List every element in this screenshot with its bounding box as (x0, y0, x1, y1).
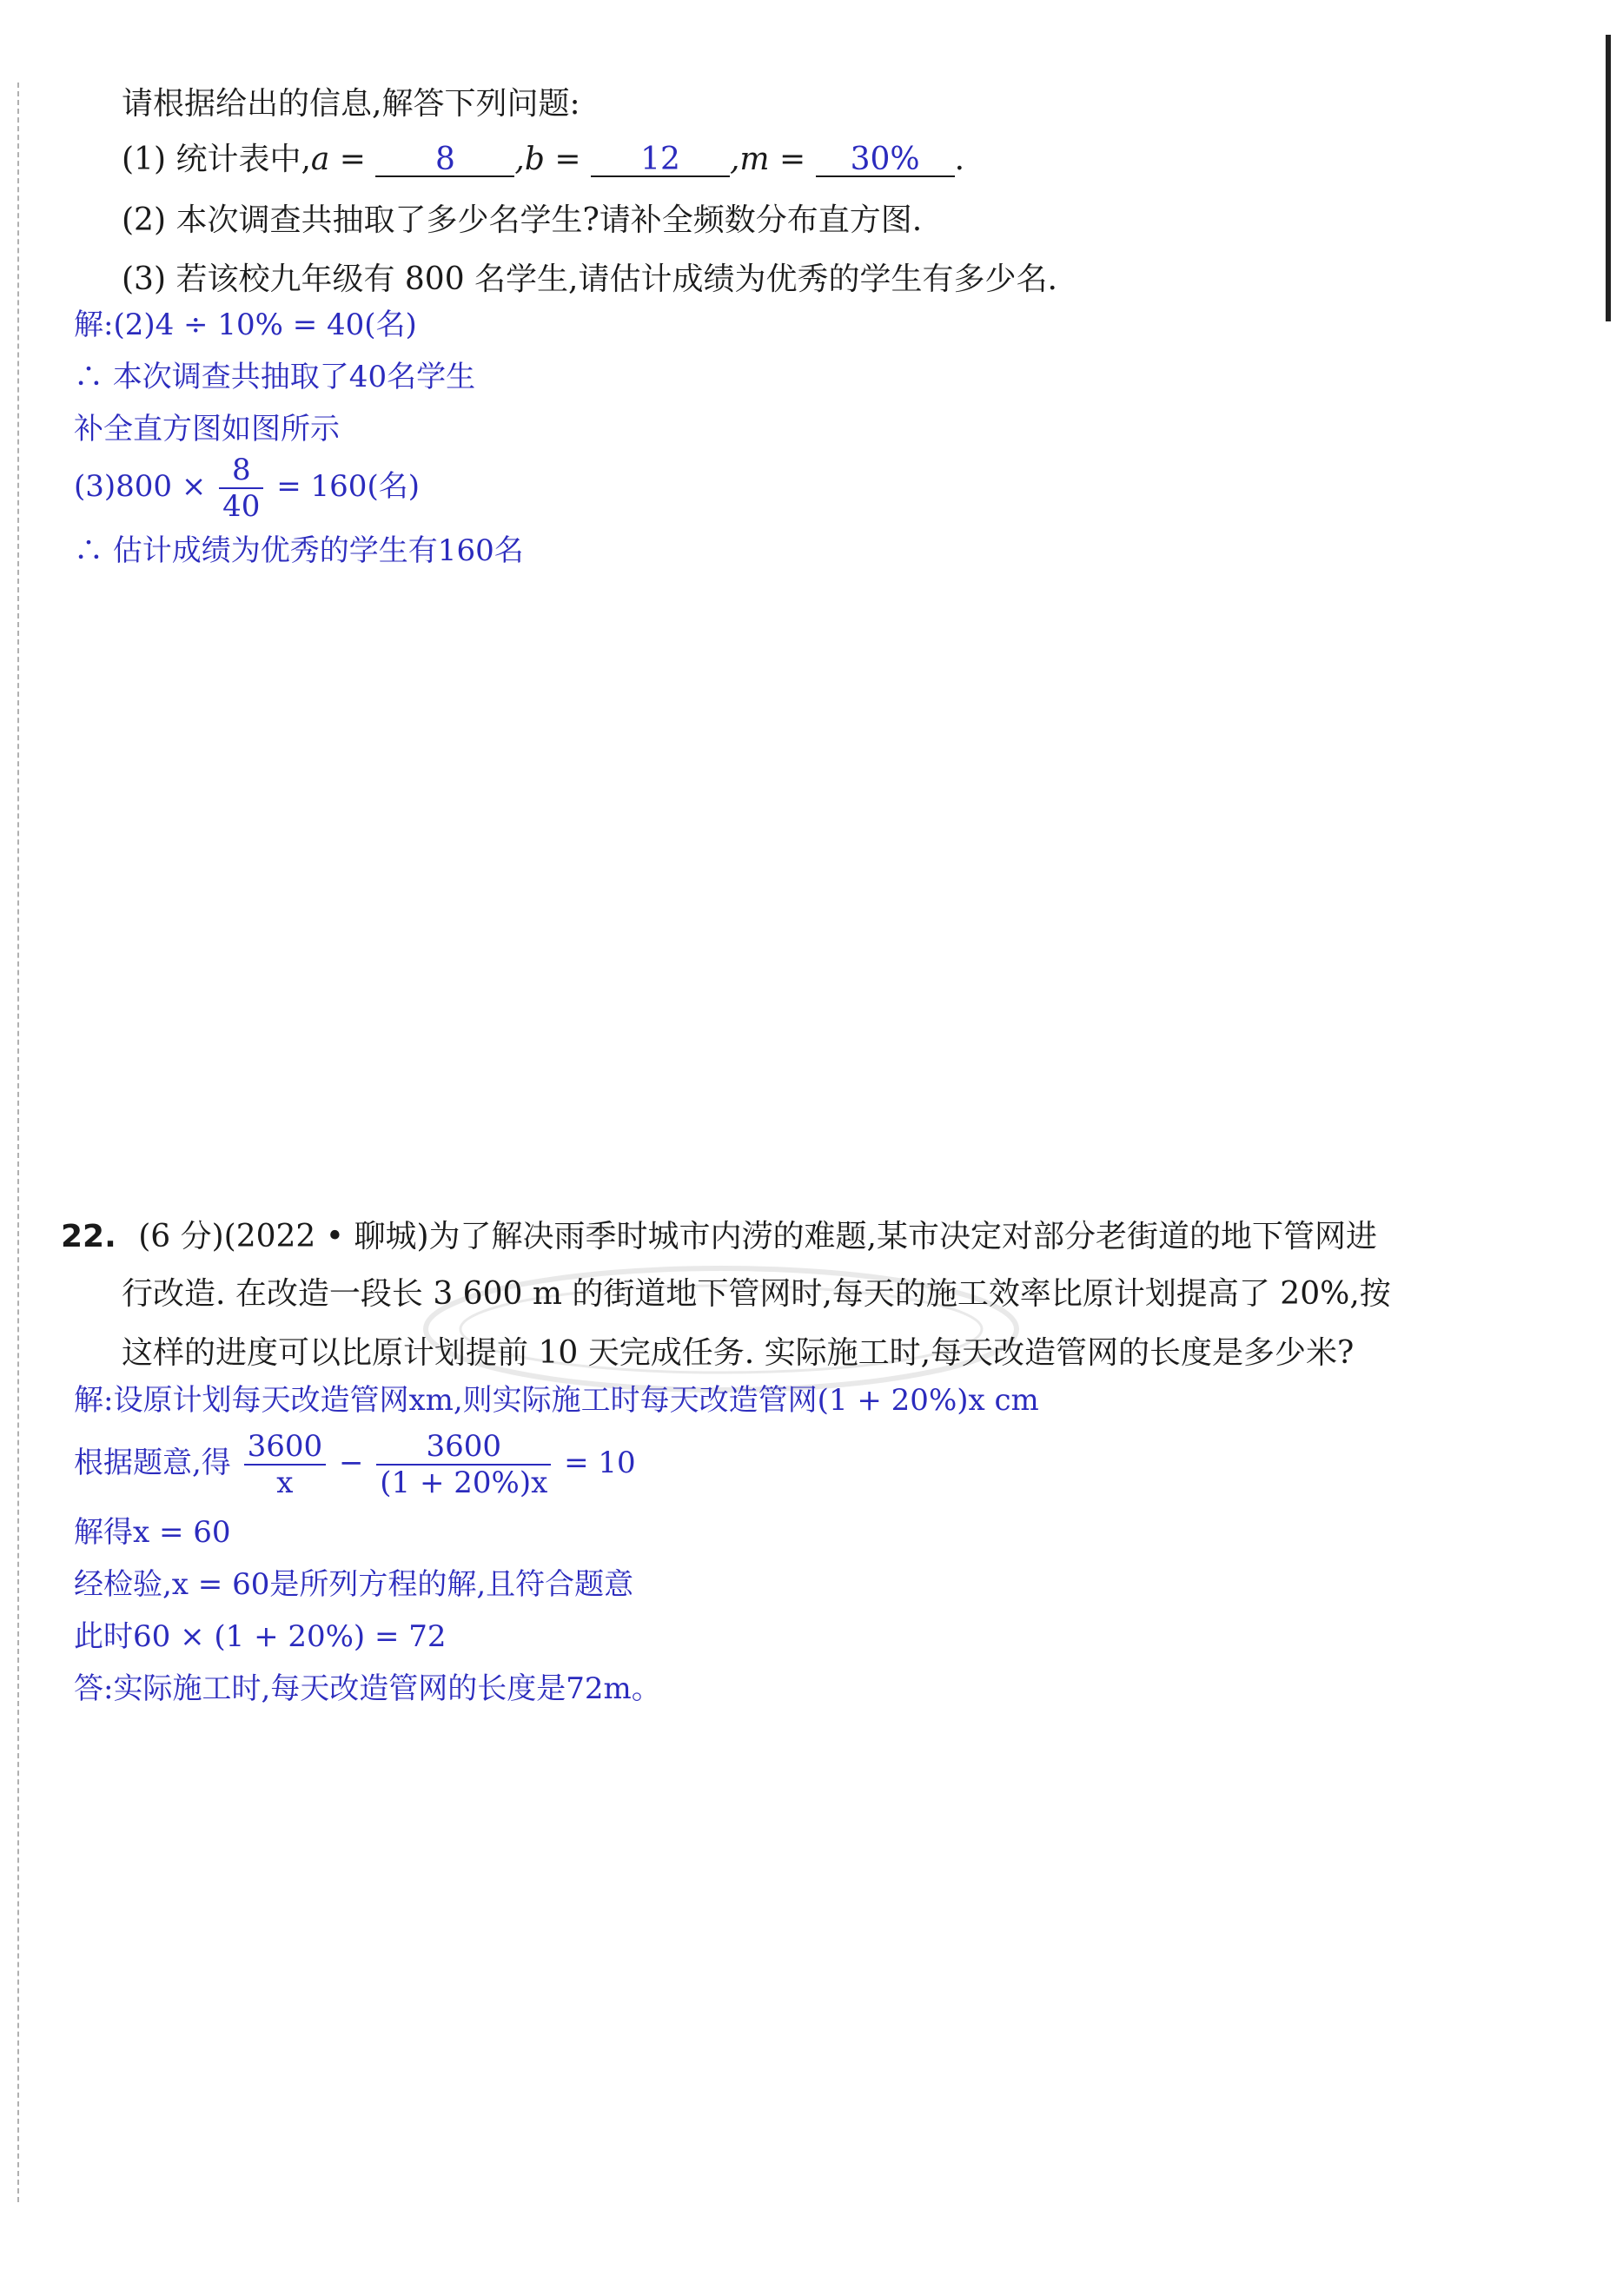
fraction-denominator: x (244, 1464, 327, 1500)
fraction-8-over-40 (219, 453, 263, 524)
minus-sign: − (338, 1446, 364, 1480)
solution-22-line-6: 答:实际施工时,每天改造管网的长度是72m。 (74, 1671, 661, 1706)
fraction-3600-over-x (244, 1429, 327, 1500)
solution-21-line-3: 补全直方图如图所示 (74, 412, 340, 447)
calc-prefix: (3)800 × (74, 469, 207, 504)
solution-22-line-2 (74, 1421, 636, 1505)
solution-22-line-5: 此时60 × (1 + 20%) = 72 (74, 1619, 447, 1654)
intro-text: 请根据给出的信息,解答下列问题: (122, 86, 580, 122)
solution-22-line-1: 解:设原计划每天改造管网xm,则实际施工时每天改造管网(1 + 20%)x cm (74, 1383, 1039, 1418)
page-edge-bar (1606, 35, 1611, 321)
part-1-end: . (954, 142, 965, 177)
answer-b: 12 (591, 139, 730, 177)
question-number: 22. (61, 1219, 116, 1254)
question-22-text-1: (6 分)(2022 • 聊城)为了解决雨季时城市内涝的难题,某市决定对部分老街道的地下管网进 (138, 1219, 1377, 1254)
calc-result: = 160(名) (276, 469, 420, 504)
solution-21-line-2: ∴ 本次调查共抽取了40名学生 (74, 360, 476, 394)
solution-21-line-4 (74, 450, 420, 524)
m-label: ,m = (729, 142, 806, 177)
solution-21-line-5: ∴ 估计成绩为优秀的学生有160名 (74, 533, 524, 568)
answer-m: 30% (816, 139, 955, 177)
answer-a: 8 (375, 139, 514, 177)
fraction-numerator: 3600 (426, 1429, 502, 1464)
fraction-3600-over-expr (376, 1429, 551, 1500)
equation-prefix: 根据题意,得 (74, 1446, 231, 1480)
question-21-part-2: (2) 本次调查共抽取了多少名学生?请补全频数分布直方图. (122, 202, 923, 238)
fraction-numerator: 8 (231, 453, 251, 487)
fraction-denominator: (1 + 20%)x (376, 1464, 551, 1500)
question-21-part-1 (122, 139, 964, 181)
b-label: ,b = (514, 142, 581, 177)
question-22-line-2: 行改造. 在改造一段长 3 600 m 的街道地下管网时,每天的施工效率比原计划提高了 20%,按 (122, 1276, 1391, 1312)
a-label: a = (310, 142, 366, 177)
solution-22-line-4: 经检验,x = 60是所列方程的解,且符合题意 (74, 1567, 634, 1602)
fraction-numerator: 3600 (247, 1429, 323, 1464)
question-22-line-1 (61, 1216, 1377, 1258)
part-1-prefix: (1) 统计表中, (122, 142, 311, 177)
solution-21-line-1: 解:(2)4 ÷ 10% = 40(名) (74, 308, 417, 342)
equation-result: = 10 (564, 1446, 636, 1480)
solution-22-line-3: 解得x = 60 (74, 1515, 231, 1550)
question-22-line-3: 这样的进度可以比原计划提前 10 天完成任务. 实际施工时,每天改造管网的长度是多少米? (122, 1335, 1355, 1371)
fraction-denominator: 40 (219, 487, 263, 524)
margin-dashed-line (17, 83, 19, 2202)
question-21-part-3: (3) 若该校九年级有 800 名学生,请估计成绩为优秀的学生有多少名. (122, 261, 1057, 297)
